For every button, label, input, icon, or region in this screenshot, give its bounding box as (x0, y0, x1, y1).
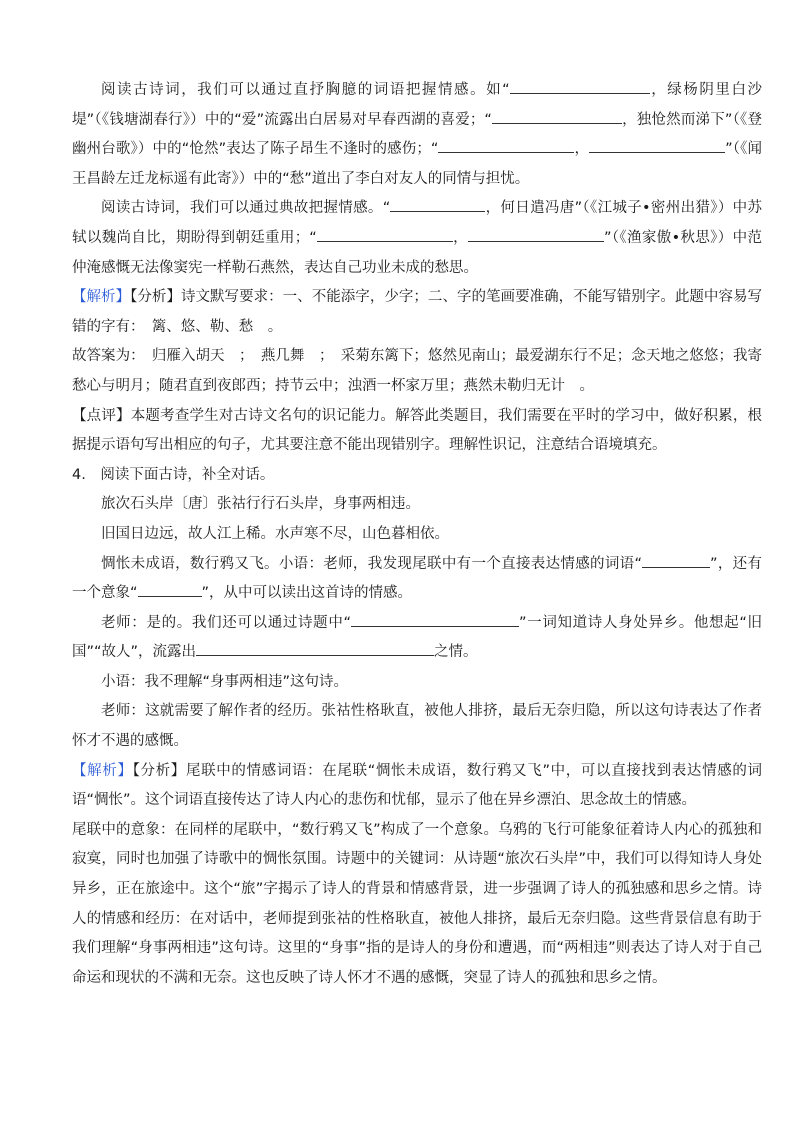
text-run: ， (574, 141, 590, 158)
subanalysis-tag: 【分析】 (132, 762, 186, 779)
dialogue-line-2 (72, 609, 762, 668)
answer-text-3: 故答案为： 归雁入胡天 ； 燕几舞 ； 采菊东篱下；悠然见南山；最爱湖东行不足；念天地之悠悠；我寄愁心与明月；随君直到夜郎西；持节云中；浊酒一杯家万里；燕然未勒归无计 。 (72, 348, 762, 394)
text-run: ，绿杨阴里白沙堤”（《钱塘湖春行》）中的“爱”流露出白居易对早春西湖的喜爱；“ (72, 82, 762, 128)
text-run: ”一词知道诗人身处异乡。他想起“旧国”“故人”，流露出 (72, 614, 762, 661)
question-title: 阅读下面古诗，补全对话。 (100, 466, 275, 483)
fill-blank[interactable] (510, 78, 650, 94)
text-run: ”（《闻王昌龄左迁龙标遥有此寄》）中的“愁”道出了李白对友人的同情与担忧。 (72, 141, 762, 187)
answer-analysis-4-continued: 尾联中的意象：在同样的尾联中，“数行鸦又飞”构成了一个意象。乌鸦的飞行可能象征着诗人内心的孤独和寂寞，同时也加强了诗歌中的惆怅氛围。诗题中的关键词：从诗题“旅次石头岸”中，我们可以得知诗人身处异乡，正在旅途中。这个“旅”字揭示了诗人的背景和情感背景，进一步强调了诗人的孤独感和思乡之情。诗人的情感和经历：在对话中，老师提到张祜的性格耿直，被他人排挤，最后无奈归隐。这些背景信息有助于我们理解“身事两相违”这句诗。这里的“身事”指的是诗人的身份和遭遇，而“两相违”则表达了诗人对于自己命运和现状的不满和无奈。这也反映了诗人怀才不遇的感慨，突显了诗人的孤独和思乡之情。 (72, 821, 762, 986)
answer-analysis-4 (72, 757, 762, 816)
dialogue-line-3: 小语：我不理解“身事两相违”这句诗。 (101, 673, 349, 690)
dialogue-line-4: 老师：这就需要了解作者的经历。张祜性格耿直，被他人排挤，最后无奈归隐，所以这句诗表达了作者怀才不遇的感慨。 (72, 703, 762, 750)
answer-comment-3 (72, 402, 762, 461)
fill-blank[interactable] (390, 196, 485, 212)
dialogue-line-1 (72, 550, 762, 609)
text-run: ”（《渔家傲•秋思》）中范仲淹感慨无法像窦宪一样勒石燕然，表达自己功业未成的愁思。 (72, 229, 762, 276)
analysis-tag: 【解析】 (72, 289, 131, 306)
subanalysis-tag: 【分析】 (130, 289, 181, 306)
fill-blank[interactable] (196, 640, 434, 656)
text-run: ， (452, 229, 468, 246)
text-run: 老师：是的。我们还可以通过诗题中“ (101, 614, 351, 631)
poem-line-2: 旧国日边远，故人江上稀。水声寒不尽，山色暮相依。 (101, 525, 449, 542)
analysis-text: 尾联中的情感词语：在尾联“惆怅未成语，数行鸦又飞”中，可以直接找到表达情感的词语“惆怅”。这个词语直接传达了诗人内心的悲伤和忧郁，显示了他在异乡漂泊、思念故土的情感。 (72, 762, 763, 809)
fill-blank[interactable] (317, 226, 453, 242)
poem-line-1: 旅次石头岸〔唐〕张祜行行石头岸，身事两相违。 (101, 496, 420, 513)
text-run: 之情。 (434, 644, 478, 661)
comment-text: 本题考查学生对古诗文名句的识记能力。解答此类题目，我们需要在平时的学习中，做好积累，根据提示语句写出相应的句子，尤其要注意不能出现错别字。理解性识记，注意结合语境填充。 (72, 407, 763, 454)
answer-analysis-3 (72, 283, 762, 342)
text-run: ”，还有一个意象“ (72, 555, 763, 602)
text-run: 阅读古诗词，我们可以通过典故把握情感。“ (101, 200, 391, 217)
question-4-title (72, 461, 762, 491)
comment-tag: 【点评】 (72, 407, 131, 424)
fill-blank[interactable] (492, 108, 622, 124)
fill-blank[interactable] (468, 226, 604, 242)
text-run: ，何日遣冯唐”（《江城子•密州出猎》）中苏轼以魏尚自比，期盼得到朝廷重用；“ (72, 200, 762, 246)
analysis-text: 诗文默写要求：一、不能添字，少字；二、字的笔画要准确，不能写错别字。此题中容易写错的字有： 篱、悠、勒、愁 。 (72, 289, 763, 335)
fill-blank[interactable] (589, 137, 725, 153)
document-page (72, 76, 762, 993)
text-run: 阅读古诗词，我们可以通过直抒胸臆的词语把握情感。如“ (101, 82, 510, 98)
paragraph-allusion-emotion (72, 194, 762, 283)
text-run: ”，从中可以读出这首诗的情感。 (201, 585, 413, 602)
fill-blank[interactable] (438, 137, 574, 153)
paragraph-direct-emotion (72, 76, 762, 194)
fill-blank[interactable] (138, 581, 202, 597)
text-run: ，独怆然而涕下”（《登幽州台歌》）中的“怆然”表达了陈子昂生不逢时的感伤；“ (72, 111, 762, 158)
text-run: 惆怅未成语，数行鸦又飞。小语：老师，我发现尾联中有一个直接表达情感的词语“ (101, 555, 643, 572)
analysis-tag: 【解析】 (72, 762, 133, 779)
fill-blank[interactable] (351, 611, 519, 627)
fill-blank[interactable] (642, 552, 710, 568)
question-number: 4. (72, 466, 86, 483)
